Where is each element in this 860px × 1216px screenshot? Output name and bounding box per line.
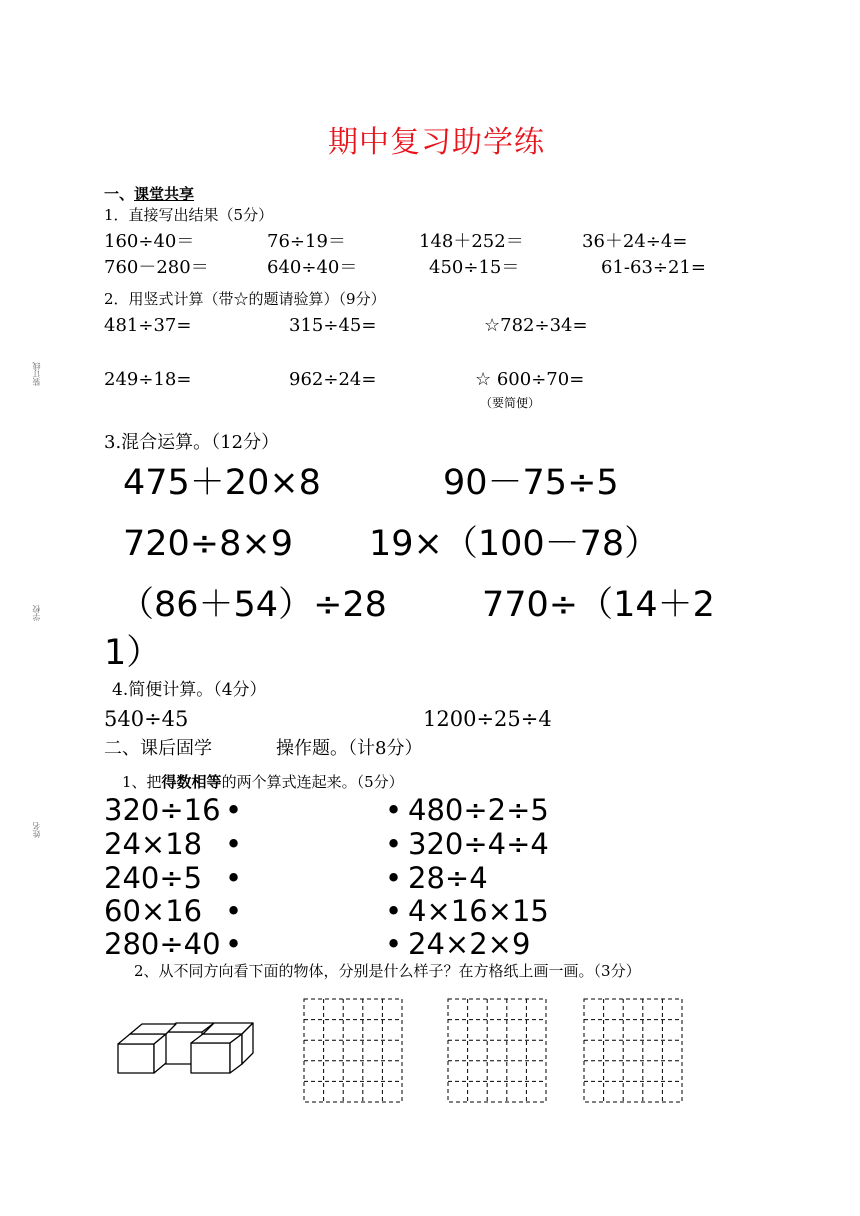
match-right-dot[interactable]: •	[385, 827, 403, 861]
match-right-item: 480÷2÷5	[408, 793, 549, 827]
q2-item: 249÷18=	[104, 369, 192, 390]
q3-item: 19×（100－78）	[369, 524, 660, 564]
q3-item: 90－75÷5	[443, 463, 619, 503]
match-right-item: 28÷4	[408, 861, 488, 895]
match-left-item: 60×16	[104, 894, 203, 928]
margin-mark-3: 姓名	[32, 822, 41, 838]
q2-item: 315÷45=	[289, 315, 377, 336]
q2-heading: 2．用竖式计算（带☆的题请验算）（9分）	[104, 290, 386, 308]
section2-subtitle: 操作题。（计8分）	[276, 738, 423, 759]
q5-heading-pre: 1、把	[122, 773, 162, 791]
cube-face	[118, 1044, 154, 1073]
match-left-dot[interactable]: •	[225, 793, 243, 827]
match-left-item: 320÷16	[104, 793, 221, 827]
drawing-grid-front[interactable]	[303, 998, 403, 1103]
match-right-dot[interactable]: •	[385, 793, 403, 827]
match-left-dot[interactable]: •	[225, 894, 243, 928]
match-right-dot[interactable]: •	[385, 894, 403, 928]
q1-item: 36＋24÷4=	[582, 231, 688, 252]
q1-item: 160÷40＝	[104, 231, 195, 252]
q1-item: 61-63÷21=	[601, 257, 706, 278]
q1-item: 450÷15＝	[429, 257, 520, 278]
cube-object-illustration	[112, 1018, 262, 1080]
section1-number: 一、	[104, 185, 135, 203]
match-left-item: 240÷5	[104, 861, 203, 895]
q5-heading-post: 的两个算式连起来。（5分）	[221, 773, 404, 791]
q1-item: 640÷40＝	[267, 257, 358, 278]
cube-face	[191, 1043, 230, 1073]
q2-item: 481÷37=	[104, 315, 192, 336]
q1-item: 76÷19＝	[267, 231, 346, 252]
match-right-dot[interactable]: •	[385, 927, 403, 961]
q2-item: ☆782÷34=	[484, 315, 588, 336]
q1-item: 760－280＝	[104, 257, 209, 278]
match-right-item: 24×2×9	[408, 927, 531, 961]
q2-note: （要简便）	[480, 396, 541, 410]
match-left-dot[interactable]: •	[225, 827, 243, 861]
page-title: 期中复习助学练	[328, 125, 545, 160]
q3-item: （86＋54）÷28	[119, 585, 387, 625]
section2-title: 二、课后固学	[104, 738, 212, 759]
drawing-grid-left[interactable]	[447, 998, 547, 1103]
q1-heading: 1．直接写出结果（5分）	[104, 206, 274, 224]
q5-heading	[122, 775, 404, 790]
section1-title: 课堂共享	[134, 185, 195, 203]
section1-heading	[104, 187, 194, 202]
margin-mark-2: 学校	[32, 605, 41, 621]
match-right-item: 4×16×15	[408, 894, 549, 928]
q2-item: 962÷24=	[289, 369, 377, 390]
match-left-item: 24×18	[104, 827, 203, 861]
q6-heading: 2、从不同方向看下面的物体，分别是什么样子？在方格纸上画一画。（3分）	[134, 962, 641, 980]
q3-item: 720÷8×9	[123, 524, 293, 564]
q4-item: 1200÷25÷4	[423, 707, 552, 731]
match-left-item: 280÷40	[104, 927, 221, 961]
q2-item: ☆ 600÷70=	[475, 369, 585, 390]
q3-item: 475＋20×8	[123, 463, 321, 503]
q3-item: 1）	[104, 633, 162, 673]
drawing-grid-top[interactable]	[583, 998, 683, 1103]
q3-item: 770÷（14＋2	[482, 585, 715, 625]
match-left-dot[interactable]: •	[225, 927, 243, 961]
match-right-dot[interactable]: •	[385, 861, 403, 895]
margin-mark-1: 装订线	[32, 362, 41, 386]
match-left-dot[interactable]: •	[225, 861, 243, 895]
q4-item: 540÷45	[104, 707, 189, 731]
q4-heading: 4.简便计算。（4分）	[112, 680, 267, 700]
q1-item: 148＋252＝	[419, 231, 524, 252]
match-right-item: 320÷4÷4	[408, 827, 549, 861]
q3-heading: 3.混合运算。（12分）	[104, 432, 280, 453]
q5-heading-bold: 得数相等	[161, 773, 222, 791]
